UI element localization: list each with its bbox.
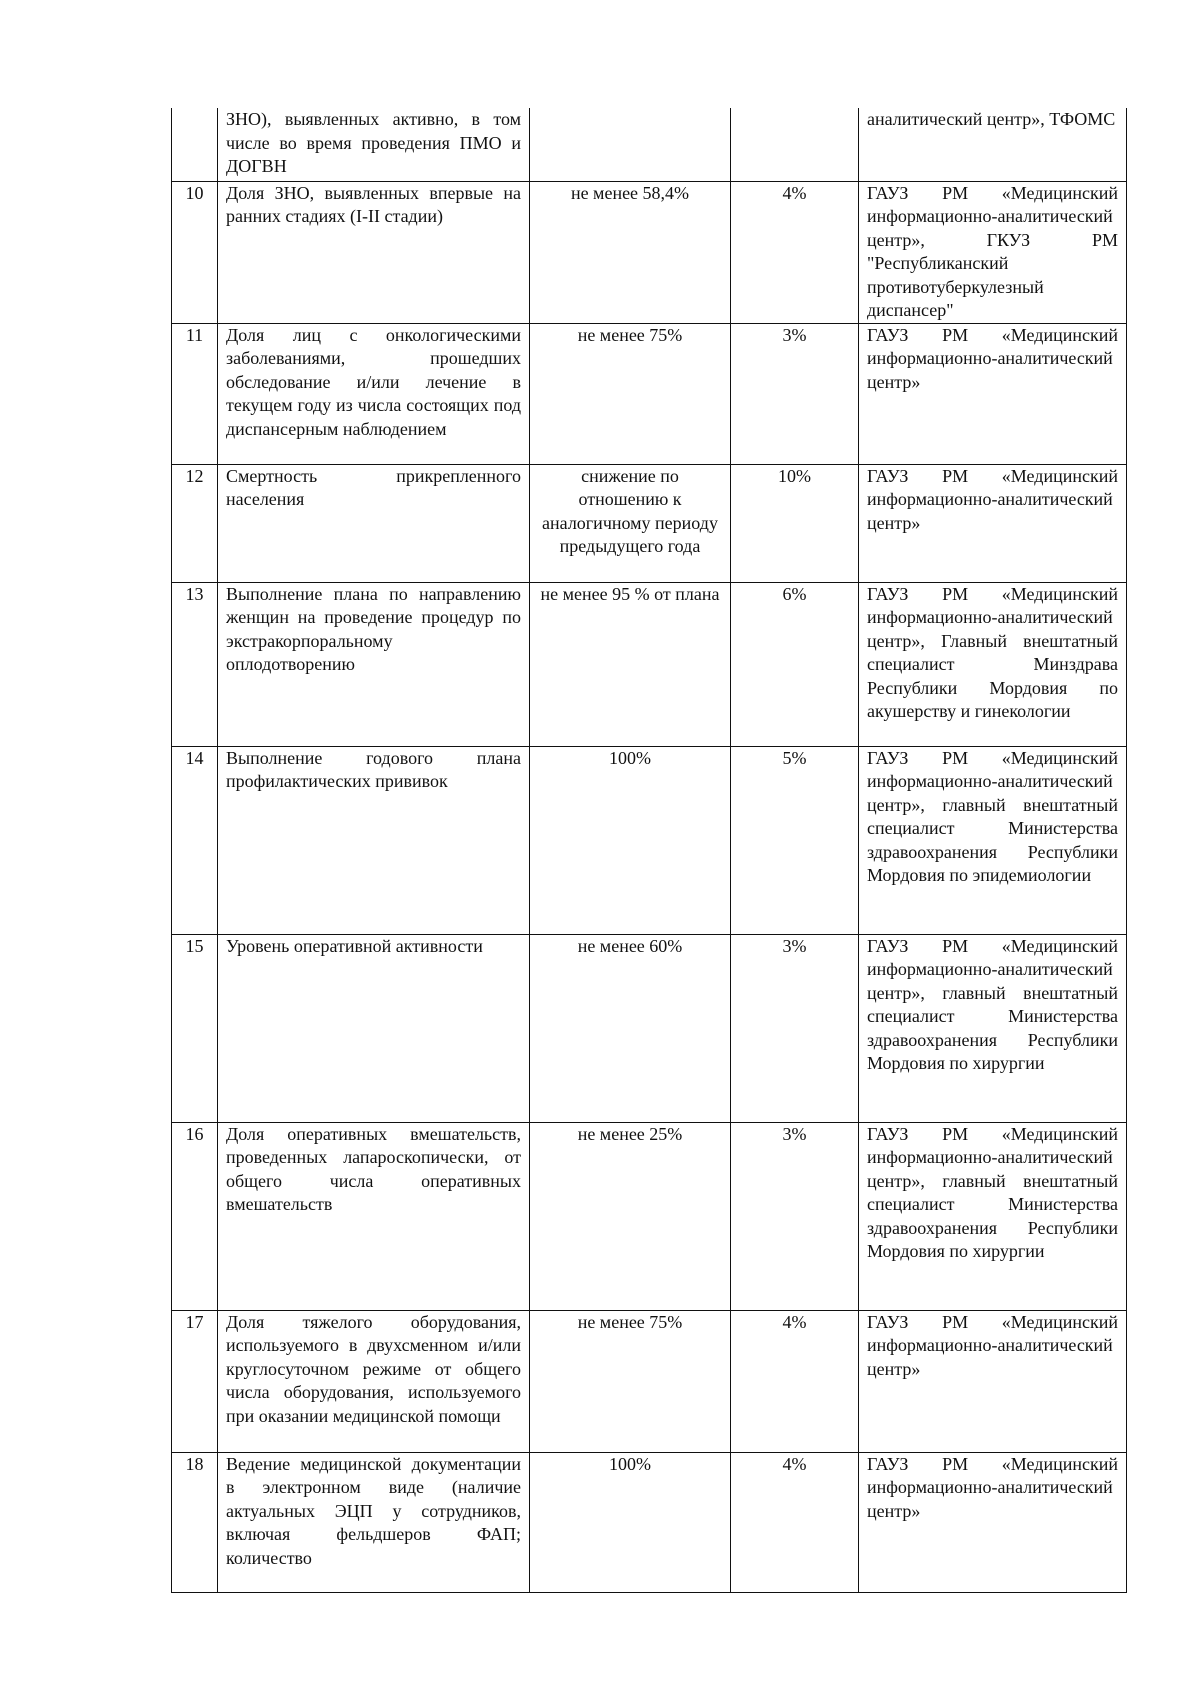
weight-value: 5% bbox=[731, 746, 859, 934]
table-row bbox=[172, 108, 1127, 181]
target-value: 100% bbox=[530, 1452, 731, 1592]
target-value: 100% bbox=[530, 746, 731, 934]
table-row bbox=[172, 1452, 1127, 1592]
target-value: не менее 75% bbox=[530, 1310, 731, 1452]
weight-value: 3% bbox=[731, 934, 859, 1122]
row-number: 12 bbox=[172, 464, 218, 582]
weight-value: 4% bbox=[731, 1310, 859, 1452]
data-source: ГАУЗ РМ «Медицинский информационно-аналитический центр» bbox=[859, 323, 1127, 464]
target-value: не менее 58,4% bbox=[530, 181, 731, 323]
target-value: снижение по отношению к аналогичному периоду предыдущего года bbox=[530, 464, 731, 582]
weight-value: 3% bbox=[731, 323, 859, 464]
row-number: 15 bbox=[172, 934, 218, 1122]
weight-value: 4% bbox=[731, 181, 859, 323]
indicator-name: Ведение медицинской документации в электронном виде (наличие актуальных ЭЦП у сотрудников, включая фельдшеров ФАП; количество bbox=[218, 1452, 530, 1592]
indicator-name: Доля ЗНО, выявленных впервые на ранних стадиях (I-II стадии) bbox=[218, 181, 530, 323]
indicator-name: Доля лиц с онкологическими заболеваниями, прошедших обследование и/или лечение в текущем году из числа состоящих под диспансерным наблюдением bbox=[218, 323, 530, 464]
weight-value bbox=[731, 108, 859, 181]
indicator-name: Смертность прикрепленного населения bbox=[218, 464, 530, 582]
weight-value: 10% bbox=[731, 464, 859, 582]
table-row bbox=[172, 582, 1127, 746]
target-value: не менее 25% bbox=[530, 1122, 731, 1310]
data-source: ГАУЗ РМ «Медицинский информационно-аналитический центр» bbox=[859, 1310, 1127, 1452]
row-number: 14 bbox=[172, 746, 218, 934]
data-source: ГАУЗ РМ «Медицинский информационно-аналитический центр», главный внештатный специалист Министерства здравоохранения Республики Мордовия по хирургии bbox=[859, 934, 1127, 1122]
data-source: ГАУЗ РМ «Медицинский информационно-аналитический центр», ГКУЗ РМ "Республиканский противотуберкулезный диспансер" bbox=[859, 181, 1127, 323]
row-number: 16 bbox=[172, 1122, 218, 1310]
indicator-name: Доля тяжелого оборудования, используемого в двухсменном и/или круглосуточном режиме от общего числа оборудования, используемого при оказании медицинской помощи bbox=[218, 1310, 530, 1452]
row-number: 17 bbox=[172, 1310, 218, 1452]
data-source: ГАУЗ РМ «Медицинский информационно-аналитический центр», Главный внештатный специалист Минздрава Республики Мордовия по акушерству и гинекологии bbox=[859, 582, 1127, 746]
table-row bbox=[172, 464, 1127, 582]
table-row bbox=[172, 323, 1127, 464]
indicators-table-body bbox=[172, 108, 1127, 1592]
target-value: не менее 60% bbox=[530, 934, 731, 1122]
weight-value: 3% bbox=[731, 1122, 859, 1310]
row-number: 11 bbox=[172, 323, 218, 464]
data-source: ГАУЗ РМ «Медицинский информационно-аналитический центр» bbox=[859, 1452, 1127, 1592]
indicator-name: Доля оперативных вмешательств, проведенных лапароскопически, от общего числа оперативных вмешательств bbox=[218, 1122, 530, 1310]
target-value: не менее 95 % от плана bbox=[530, 582, 731, 746]
table-row bbox=[172, 934, 1127, 1122]
row-number: 13 bbox=[172, 582, 218, 746]
weight-value: 4% bbox=[731, 1452, 859, 1592]
target-value: не менее 75% bbox=[530, 323, 731, 464]
indicator-name: Уровень оперативной активности bbox=[218, 934, 530, 1122]
data-source: ГАУЗ РМ «Медицинский информационно-аналитический центр» bbox=[859, 464, 1127, 582]
indicator-name: Выполнение плана по направлению женщин на проведение процедур по экстракорпоральному оплодотворению bbox=[218, 582, 530, 746]
indicator-name: ЗНО), выявленных активно, в том числе во время проведения ПМО и ДОГВН bbox=[218, 108, 530, 181]
table-row bbox=[172, 1310, 1127, 1452]
data-source: аналитический центр», ТФОМС bbox=[859, 108, 1127, 181]
table-row bbox=[172, 181, 1127, 323]
indicators-table bbox=[171, 108, 1127, 1593]
row-number: 10 bbox=[172, 181, 218, 323]
row-number bbox=[172, 108, 218, 181]
target-value bbox=[530, 108, 731, 181]
data-source: ГАУЗ РМ «Медицинский информационно-аналитический центр», главный внештатный специалист Министерства здравоохранения Республики Мордовия по хирургии bbox=[859, 1122, 1127, 1310]
indicator-name: Выполнение годового плана профилактических прививок bbox=[218, 746, 530, 934]
table-row bbox=[172, 746, 1127, 934]
data-source: ГАУЗ РМ «Медицинский информационно-аналитический центр», главный внештатный специалист Министерства здравоохранения Республики Мордовия по эпидемиологии bbox=[859, 746, 1127, 934]
weight-value: 6% bbox=[731, 582, 859, 746]
table-row bbox=[172, 1122, 1127, 1310]
row-number: 18 bbox=[172, 1452, 218, 1592]
